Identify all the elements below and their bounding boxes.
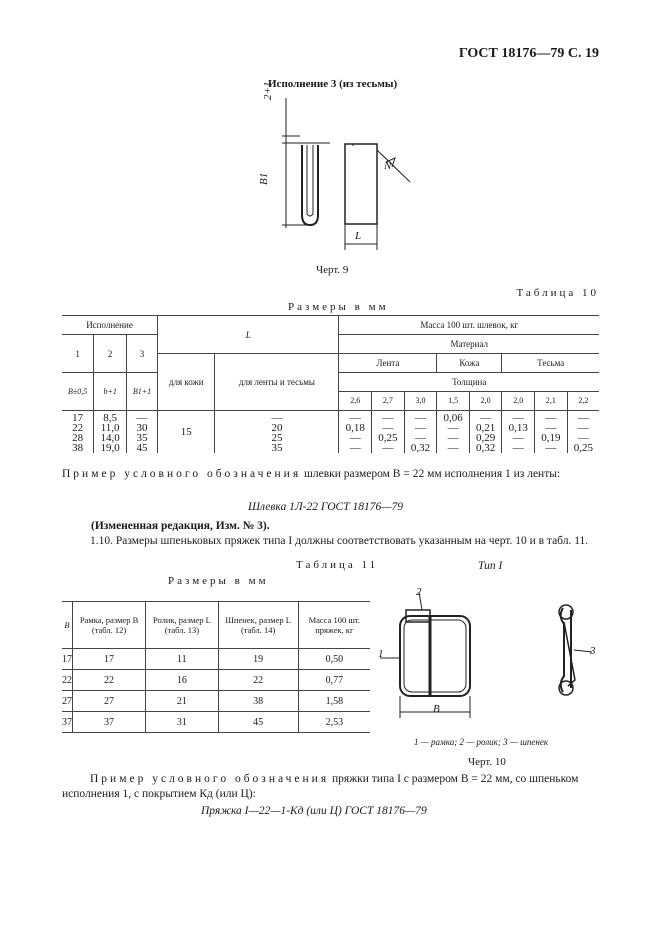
table10-label: Таблица 10: [516, 287, 599, 299]
table11-cell: 45: [218, 712, 298, 733]
t10-h-tolshina: Толщина: [339, 373, 599, 392]
table10-cell: 8,5: [94, 411, 127, 424]
t11-h-rolik: Ролик, размер L (табл. 13): [146, 602, 219, 649]
table10-cell: 0,19: [535, 433, 568, 443]
table10-cell: 0,25: [567, 443, 599, 453]
t11-h-shpenek: Шпенек, размер L (табл. 14): [218, 602, 298, 649]
table11-cell: 22: [73, 670, 146, 691]
t10-h-ispolnenie: Исполнение: [62, 316, 158, 335]
t10-h-col3: 3: [126, 335, 157, 373]
table10-cell: 25: [215, 433, 339, 443]
table11-cell: 21: [146, 691, 219, 712]
example1-text: шлевки размером B = 22 мм исполнения 1 из ленты:: [301, 468, 561, 480]
table10-cell: 0,25: [372, 433, 405, 443]
table10-cell: 35: [215, 443, 339, 453]
table11-cell: 27: [62, 691, 73, 712]
fig10-type-label: Тип I: [478, 560, 503, 572]
table10-cell: 0,21: [469, 423, 502, 433]
changed-note: (Измененная редакция, Изм. № 3).: [91, 520, 270, 532]
table11-row: [62, 712, 370, 733]
table10-cell: —: [502, 443, 535, 453]
table10-cell: —: [404, 433, 437, 443]
table11-cell: 0,50: [298, 649, 370, 670]
t10-h-b3: B1+1: [126, 373, 157, 411]
fig10-dim-b: B: [433, 703, 440, 715]
table10-cell: 45: [126, 443, 157, 453]
table10-cell: —: [535, 411, 568, 424]
table10-cell: —: [404, 411, 437, 424]
table10-cell: 20: [215, 423, 339, 433]
page-header: ГОСТ 18176—79 С. 19: [458, 46, 599, 61]
table10-cell: —: [339, 443, 372, 453]
t10-h-col2: 2: [94, 335, 127, 373]
table10-cell: 22: [72, 422, 84, 434]
table10-units: Размеры в мм: [288, 301, 389, 313]
fig9-title: Исполнение 3 (из тесьмы): [268, 78, 398, 90]
t11-h-b: B: [62, 602, 73, 649]
table11-cell: 22: [218, 670, 298, 691]
t10-h-kozha: Кожа: [437, 354, 502, 373]
example1-code: Шлевка 1Л-22 ГОСТ 18176—79: [248, 501, 403, 513]
t10-h-tesma: Тесьма: [502, 354, 599, 373]
table11-cell: 17: [73, 649, 146, 670]
table10-cell: —: [535, 443, 568, 453]
table10-cell: —: [215, 411, 339, 424]
t10-h-kozh: для кожи: [158, 354, 215, 411]
t10-thick-7: 2,2: [567, 392, 599, 411]
table11-cell: 19: [218, 649, 298, 670]
table10-cell: 30: [126, 423, 157, 433]
table10-cell: 0,06: [437, 411, 470, 424]
fig9-dim-l: L: [355, 230, 362, 242]
table11-cell: 11: [146, 649, 219, 670]
fig9-dim-b1: B1: [258, 172, 270, 185]
table10-cell: —: [567, 433, 599, 443]
t10-thick-3: 1,5: [437, 392, 470, 411]
table10-cell: —: [567, 411, 599, 424]
fig10-legend: 1 — рамка; 2 — ролик; 3 — шпенек: [414, 737, 549, 747]
t10-h-material: Материал: [339, 335, 599, 354]
example2-lead: Пример условного обозначения: [90, 773, 330, 785]
table10-cell: —: [126, 411, 157, 424]
table11-cell: 2,53: [298, 712, 370, 733]
fig10-num-3: 3: [590, 645, 596, 657]
table10-cell: —: [437, 423, 470, 433]
t10-thick-5: 2,0: [502, 392, 535, 411]
fig10-drawing: [378, 588, 608, 728]
table10-cell: —: [567, 423, 599, 433]
table10-cell: —: [339, 433, 372, 443]
fig9-drawing: [250, 90, 420, 260]
t10-thick-6: 2,1: [535, 392, 568, 411]
table10-cell: 0,18: [339, 423, 372, 433]
table10-cell: —: [502, 411, 535, 424]
table10: [62, 315, 599, 453]
t10-h-b2: b+1: [94, 373, 127, 411]
table10-cell: 0,13: [502, 423, 535, 433]
table11-cell: 38: [218, 691, 298, 712]
table10-cell: —: [372, 423, 405, 433]
t10-thick-0: 2,6: [339, 392, 372, 411]
t10-thick-2: 3,0: [404, 392, 437, 411]
table10-cell: —: [372, 443, 405, 453]
fig10-caption: Черт. 10: [468, 756, 506, 768]
table10-cell: 35: [126, 433, 157, 443]
table10-cell: 17: [72, 412, 84, 424]
table11-cell: 27: [73, 691, 146, 712]
table11-cell: 17: [62, 649, 73, 670]
table10-cell: —: [372, 411, 405, 424]
table10-cell: 0,32: [469, 443, 502, 453]
t10-h-lent: для ленты и тесьмы: [215, 354, 339, 411]
table10-cell: 14,0: [94, 433, 127, 443]
table10-cell: —: [502, 433, 535, 443]
fig9-dim-top: 2+1: [262, 81, 274, 100]
example1-lead: Пример условного обозначения: [62, 468, 302, 480]
t10-h-mass: Масса 100 шт. шлевок, кг: [339, 316, 599, 335]
table10-cell: 28: [72, 432, 84, 444]
fig9-dim-n: N: [384, 160, 392, 172]
table11-label: Таблица 11: [296, 559, 379, 571]
table11: [62, 601, 370, 733]
table11-cell: 0,77: [298, 670, 370, 691]
table11-cell: 1,58: [298, 691, 370, 712]
table11-row: [62, 670, 370, 691]
table10-cell: —: [437, 433, 470, 443]
example2-code: Пряжка I—22—1-Кд (или Ц) ГОСТ 18176—79: [201, 805, 427, 817]
table10-cell: —: [469, 411, 502, 424]
table11-cell: 22: [62, 670, 73, 691]
table10-cell: 11,0: [94, 423, 127, 433]
table10-cell: 15: [158, 411, 215, 454]
fig10-num-1: 1: [378, 648, 384, 660]
t10-h-L: L: [158, 316, 339, 354]
table10-cell: 38: [72, 442, 84, 454]
table11-cell: 37: [73, 712, 146, 733]
t10-thick-1: 2,7: [372, 392, 405, 411]
t11-h-ramka: Рамка, размер B (табл. 12): [73, 602, 146, 649]
t11-h-massa: Масса 100 шт. пряжек, кг: [298, 602, 370, 649]
table10-cell: 0,29: [469, 433, 502, 443]
t10-thick-4: 2,0: [469, 392, 502, 411]
table11-row: [62, 649, 370, 670]
table10-cell: —: [535, 423, 568, 433]
table11-cell: 37: [62, 712, 73, 733]
table10-cell: 0,32: [404, 443, 437, 453]
fig9-caption: Черт. 9: [316, 264, 349, 276]
fig10-num-2: 2: [416, 586, 422, 598]
table10-cell: —: [437, 443, 470, 453]
example2-text: пряжки типа I с размером B = 22 мм, со шпеньком исполнения 1, с покрытием Кд (или Ц):: [62, 773, 579, 800]
table11-cell: 31: [146, 712, 219, 733]
para-1-10: 1.10. Размеры шпеньковых пряжек типа I должны соответствовать указанным на черт. 10 и в табл. 11.: [90, 535, 589, 547]
t10-h-col1: 1: [62, 335, 94, 373]
t10-h-b: B±0,5: [68, 386, 88, 396]
table10-cell: —: [404, 423, 437, 433]
table11-cell: 16: [146, 670, 219, 691]
table10-cell: 19,0: [94, 443, 127, 453]
table11-row: [62, 691, 370, 712]
table10-row: [62, 443, 599, 453]
t10-h-lenta: Лента: [339, 354, 437, 373]
table11-units: Размеры в мм: [168, 575, 269, 587]
table10-cell: —: [339, 411, 372, 424]
